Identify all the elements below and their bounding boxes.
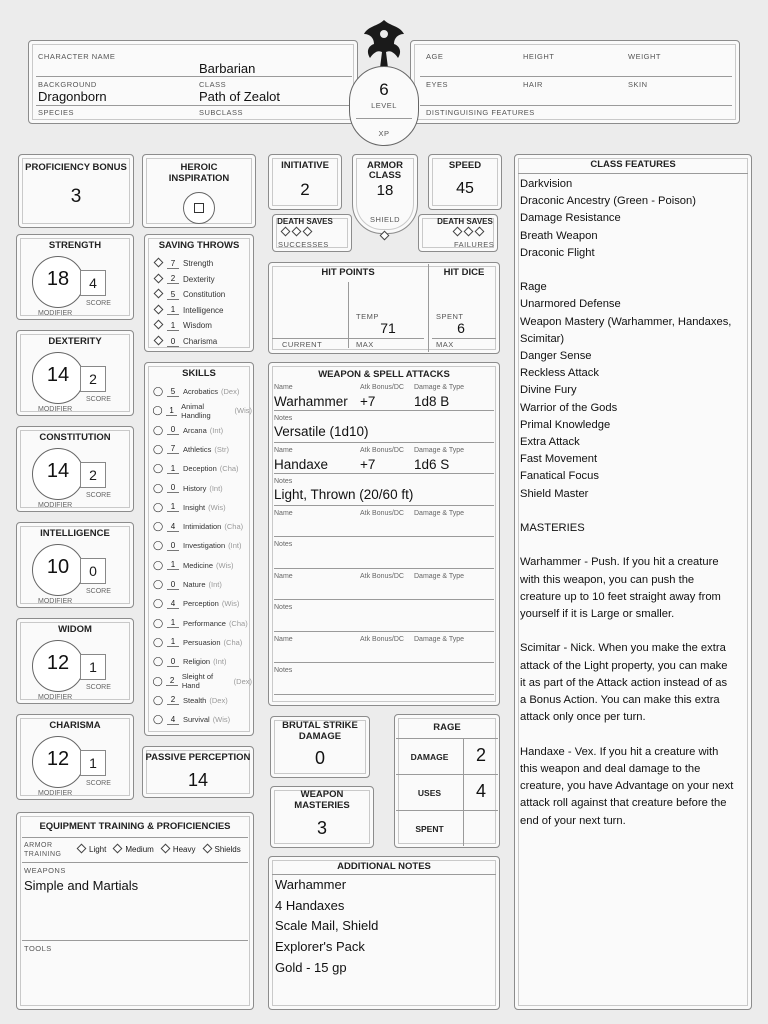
skill-proficiency-icon: ◯ (152, 424, 164, 435)
constitution-score[interactable]: 14 (46, 460, 70, 482)
weapon-masteries-value[interactable]: 3 (316, 818, 327, 838)
attack-name-label: Name (274, 573, 293, 580)
skill-name: Sleight of Hand (181, 672, 214, 690)
light-armor-option[interactable]: Light (78, 845, 106, 854)
attack-entry[interactable] (274, 571, 496, 633)
notes-line[interactable]: Warhammer (275, 877, 347, 892)
skill-row[interactable] (152, 654, 252, 669)
charisma-score-label: SCORE (86, 780, 111, 787)
intelligence-modifier[interactable]: 0 (89, 563, 97, 579)
skill-row[interactable] (152, 674, 252, 689)
skill-ability: (Int) (208, 580, 222, 589)
skill-value: 4 (167, 715, 179, 725)
dexterity-score[interactable]: 14 (46, 364, 70, 386)
saving-throw-value: 0 (167, 337, 179, 347)
skill-name: Performance (183, 618, 226, 628)
skill-ability: (Wis) (221, 599, 240, 609)
attack-damage[interactable]: 1d8 B (414, 394, 450, 409)
saving-throw-name: Wisdom (183, 321, 212, 331)
skill-proficiency-icon: ◯ (152, 386, 164, 396)
hit-points-label: HIT POINTS (321, 267, 375, 278)
attack-name-label: Name (274, 636, 293, 643)
skill-name: Investigation (183, 541, 226, 551)
hit-dice-label: HIT DICE (443, 267, 485, 278)
current-hp-label: CURRENT (282, 340, 323, 349)
rage-label: RAGE (433, 722, 461, 733)
skill-name: Medicine (183, 560, 214, 570)
skill-value: 1 (167, 560, 179, 570)
attack-bonus-label: Atk Bonus/DC (360, 384, 404, 391)
attack-damage-label: Damage & Type (414, 384, 465, 391)
attack-entry[interactable] (274, 445, 496, 507)
skill-ability: (Int) (209, 483, 223, 493)
distinguishing-features-label: DISTINGUISING FEATURES (426, 108, 535, 117)
skill-ability: (Wis) (212, 715, 231, 725)
rage-damage-value[interactable]: 2 (475, 745, 486, 765)
saving-throw-name: Dexterity (183, 274, 215, 284)
subclass-label: SUBCLASS (199, 108, 244, 117)
attack-divider (274, 410, 494, 411)
intelligence-score-label: SCORE (86, 588, 111, 595)
skill-name: Survival (183, 715, 210, 725)
attack-divider (274, 442, 494, 443)
skill-proficiency-icon: ◯ (152, 540, 164, 551)
skill-proficiency-icon: ◯ (152, 579, 164, 589)
death-saves-label: DEATH SAVES (277, 217, 333, 226)
attack-notes[interactable]: Light, Thrown (20/60 ft) (274, 487, 414, 502)
skill-proficiency-icon: ◯ (152, 501, 164, 512)
skill-ability: (Int) (228, 541, 242, 551)
skills-list (152, 384, 252, 730)
death-failure-checks[interactable] (454, 228, 483, 235)
speed-label: SPEED (448, 160, 482, 171)
widom-label: WIDOM (58, 624, 92, 635)
skill-row[interactable] (152, 635, 252, 650)
attack-name[interactable]: Handaxe (274, 457, 329, 472)
proficiency-diamond-icon (152, 321, 164, 330)
temp-hp-value[interactable]: 71 (380, 320, 396, 336)
skill-value: 7 (167, 444, 179, 454)
skill-name: Stealth (183, 695, 207, 705)
attack-damage-label: Damage & Type (414, 447, 465, 454)
skill-value: 1 (167, 618, 179, 628)
skill-value: 2 (166, 676, 177, 686)
eyes-label: EYES (426, 80, 449, 89)
equipment-training-label: EQUIPMENT TRAINING & PROFICIENCIES (39, 821, 231, 832)
skill-name: Arcana (183, 425, 207, 435)
weapons-label: WEAPONS (24, 866, 66, 875)
skill-ability: (Wis) (216, 560, 234, 570)
skill-value: 0 (167, 580, 179, 590)
widom-score-label: SCORE (86, 684, 111, 691)
species-label: SPECIES (38, 108, 75, 117)
skill-value: 2 (167, 695, 179, 705)
skill-ability: (Cha) (224, 522, 244, 532)
constitution-label: CONSTITUTION (39, 432, 111, 443)
class-features-label: CLASS FEATURES (590, 159, 676, 170)
armor-training-label: ARMOR (24, 842, 53, 849)
attack-notes-label: Notes (274, 478, 293, 485)
age-label: AGE (426, 52, 444, 61)
class-value[interactable]: Barbarian (199, 61, 256, 76)
hit-dice-max-label: MAX (436, 340, 454, 349)
attack-name-label: Name (274, 447, 293, 454)
skill-name: Acrobatics (183, 387, 219, 396)
skill-value: 4 (167, 599, 179, 609)
notes-line[interactable]: Gold - 15 gp (275, 959, 347, 975)
notes-line[interactable]: Explorer's Pack (275, 939, 365, 955)
skill-row[interactable] (152, 712, 252, 727)
intelligence-label: INTELLIGENCE (40, 528, 110, 539)
skill-ability: (Dex) (209, 695, 228, 705)
skill-value: 5 (167, 387, 179, 397)
charisma-modifier[interactable]: 1 (89, 755, 97, 771)
charisma-score[interactable]: 12 (46, 748, 70, 770)
armor-class-value[interactable]: 18 (376, 182, 394, 199)
initiative-label: INITIATIVE (281, 160, 329, 171)
hit-dice-spent-value[interactable]: 6 (457, 320, 465, 336)
attack-notes-label: Notes (274, 667, 293, 674)
skill-row[interactable] (152, 423, 252, 438)
dexterity-label: DEXTERITY (48, 336, 102, 347)
skill-proficiency-icon: ◯ (152, 675, 163, 686)
skill-value: 1 (167, 464, 179, 474)
skill-proficiency-icon: ◯ (152, 482, 164, 493)
skill-ability: (Dex) (233, 676, 252, 686)
saving-throw-row[interactable] (152, 334, 252, 349)
background-value[interactable]: Dragonborn (38, 89, 107, 104)
additional-notes-label: ADDITIONAL NOTES (337, 861, 431, 872)
saving-throw-row[interactable] (152, 256, 252, 271)
shields-option[interactable]: Shields (204, 845, 241, 854)
skill-proficiency-icon: ◯ (152, 656, 164, 667)
rage-uses-value[interactable]: 4 (475, 781, 486, 801)
intelligence-modifier-label: MODIFIER (38, 598, 73, 605)
skill-name: Intimidation (183, 522, 222, 532)
attack-bonus-label: Atk Bonus/DC (360, 573, 404, 580)
skill-name: Persuasion (183, 637, 221, 647)
charisma-modifier-label: MODIFIER (38, 790, 73, 797)
skill-name: History (183, 483, 207, 493)
attack-bonus-label: Atk Bonus/DC (360, 636, 404, 643)
saving-throw-row[interactable] (152, 272, 252, 287)
skill-name: Insight (183, 502, 206, 512)
attack-entry[interactable] (274, 382, 496, 444)
attack-damage[interactable]: 1d6 S (414, 457, 450, 472)
notes-line[interactable]: 4 Handaxes (275, 897, 345, 913)
saving-throw-value: 7 (167, 259, 179, 269)
skill-row[interactable] (152, 596, 252, 611)
temp-hp-label: TEMP (356, 312, 379, 321)
saving-throw-value: 1 (167, 305, 179, 315)
skill-proficiency-icon: ◯ (152, 617, 164, 628)
proficiency-diamond-icon (152, 306, 164, 315)
masteries-label: MASTERIES (294, 800, 350, 811)
skill-proficiency-icon: ◯ (152, 463, 164, 474)
weapon-spell-attacks-label: WEAPON & SPELL ATTACKS (318, 369, 450, 380)
strength-modifier-label: MODIFIER (38, 310, 73, 317)
successes-label: SUCCESSES (278, 240, 329, 249)
saving-throw-row[interactable] (152, 287, 252, 302)
skill-value: 0 (167, 657, 179, 667)
skill-ability: (Wis) (234, 406, 252, 416)
attack-damage-label: Damage & Type (414, 636, 465, 643)
skill-proficiency-icon: ◯ (152, 443, 164, 454)
skill-row[interactable] (152, 577, 252, 592)
dexterity-modifier[interactable]: 2 (89, 371, 97, 387)
skill-row[interactable] (152, 481, 252, 496)
skill-value: 4 (167, 522, 179, 532)
skill-row[interactable] (152, 558, 252, 573)
attack-entry[interactable] (274, 508, 496, 570)
saving-throw-value: 2 (167, 274, 179, 284)
armor-training-options (78, 845, 241, 854)
skill-value: 1 (166, 406, 177, 416)
saving-throw-row[interactable] (152, 303, 252, 318)
attack-bonus-label: Atk Bonus/DC (360, 510, 404, 517)
attack-name[interactable]: Warhammer (274, 394, 348, 409)
character-name-label: CHARACTER NAME (38, 52, 116, 61)
skill-ability: (Cha) (223, 637, 243, 647)
skill-row[interactable] (152, 461, 252, 476)
dexterity-score-label: SCORE (86, 396, 111, 403)
attack-notes-label: Notes (274, 415, 293, 422)
skill-ability: (Dex) (221, 387, 240, 396)
constitution-score-label: SCORE (86, 492, 111, 499)
weapons-proficiencies[interactable]: Simple and Martials (24, 878, 139, 893)
skills-label: SKILLS (182, 368, 216, 379)
hit-dice-spent-label: SPENT (436, 312, 464, 321)
initiative-value[interactable]: 2 (300, 180, 310, 199)
armor-label: ARMOR (367, 160, 403, 171)
constitution-modifier-label: MODIFIER (38, 502, 73, 509)
attack-entry[interactable] (274, 634, 496, 696)
attack-notes-label: Notes (274, 541, 293, 548)
skill-row[interactable] (152, 519, 252, 534)
proficiency-diamond-icon (152, 290, 164, 299)
xp-label: XP (378, 129, 390, 138)
saving-throw-row[interactable] (152, 318, 252, 333)
attack-divider (274, 662, 494, 663)
skill-proficiency-icon: ◯ (152, 559, 164, 570)
skill-value: 0 (167, 483, 179, 493)
attack-damage-label: Damage & Type (414, 510, 465, 517)
charisma-label: CHARISMA (49, 720, 101, 731)
notes-line[interactable]: Scale Mail, Shield (275, 918, 379, 934)
rage-uses-label: USES (417, 788, 442, 798)
passive-perception-label: PASSIVE PERCEPTION (145, 752, 251, 763)
heroic-label: HEROIC (180, 162, 218, 173)
character-name-field[interactable] (38, 62, 188, 76)
brutal-strike-value[interactable]: 0 (314, 748, 325, 768)
attack-divider (274, 631, 494, 632)
skill-proficiency-icon: ◯ (152, 714, 164, 725)
saving-throw-name: Constitution (183, 290, 226, 300)
subclass-value[interactable]: Path of Zealot (199, 89, 280, 104)
inspiration-checkbox-icon (194, 203, 204, 213)
skill-name: Perception (183, 599, 219, 609)
skill-value: 1 (167, 637, 179, 647)
skill-value: 0 (167, 425, 179, 435)
skill-row[interactable] (152, 538, 252, 553)
skill-ability: (Cha) (219, 464, 239, 474)
armor-training-label-2: TRAINING (24, 851, 62, 858)
background-label: BACKGROUND (38, 80, 97, 89)
strength-modifier[interactable]: 4 (89, 275, 97, 291)
attacks-list (274, 382, 496, 702)
hair-label: HAIR (523, 80, 543, 89)
tools-label: TOOLS (24, 944, 52, 953)
skill-ability: (Cha) (228, 618, 248, 628)
height-label: HEIGHT (523, 52, 555, 61)
saving-throws-label: SAVING THROWS (158, 240, 240, 251)
widom-modifier-label: MODIFIER (38, 694, 73, 701)
attack-divider (274, 568, 494, 569)
skill-name: Nature (183, 580, 206, 589)
saving-throw-name: Charisma (183, 337, 218, 346)
intelligence-score[interactable]: 10 (46, 556, 70, 578)
proficiency-diamond-icon (152, 275, 164, 284)
death-success-checks[interactable] (282, 228, 311, 235)
skill-ability: (Wis) (208, 502, 226, 512)
proficiency-bonus-label: PROFICIENCY BONUS (25, 162, 127, 173)
skill-row[interactable] (152, 693, 252, 708)
medium-armor-option[interactable]: Medium (114, 845, 153, 854)
skill-proficiency-icon: ◯ (152, 521, 164, 532)
skill-row[interactable] (152, 500, 252, 515)
proficiency-diamond-icon (152, 337, 164, 346)
widom-modifier[interactable]: 1 (89, 659, 97, 675)
saving-throw-value: 1 (167, 321, 179, 331)
skill-value: 0 (167, 541, 179, 551)
attack-name-label: Name (274, 384, 293, 391)
rage-spent-label: SPENT (415, 824, 444, 834)
attack-divider (274, 599, 494, 600)
attack-divider (274, 536, 494, 537)
attack-damage-label: Damage & Type (414, 573, 465, 580)
brutal-damage-label: DAMAGE (298, 731, 342, 742)
rage-damage-label: DAMAGE (410, 752, 449, 762)
proficiency-bonus-value[interactable]: 3 (70, 186, 82, 207)
attack-divider (274, 473, 494, 474)
additional-notes-list[interactable] (275, 875, 495, 979)
speed-value[interactable]: 45 (456, 180, 474, 197)
max-hp-label: MAX (356, 340, 374, 349)
weapon-label: WEAPON (300, 789, 344, 800)
weight-label: WEIGHT (628, 52, 661, 61)
failures-label: FAILURES (454, 240, 495, 249)
constitution-modifier[interactable]: 2 (89, 467, 97, 483)
skill-proficiency-icon: ◯ (152, 636, 164, 647)
skill-row[interactable] (152, 616, 252, 631)
skill-row[interactable] (152, 403, 252, 418)
skill-proficiency-icon: ◯ (152, 405, 163, 416)
skill-proficiency-icon: ◯ (152, 598, 164, 609)
saving-throws-list (152, 256, 252, 348)
attack-bonus-label: Atk Bonus/DC (360, 447, 404, 454)
saving-throw-value: 5 (167, 290, 179, 300)
attack-name-label: Name (274, 510, 293, 517)
attack-divider (274, 505, 494, 506)
brutal-strike-label: BRUTAL STRIKE (282, 720, 358, 731)
dexterity-modifier-label: MODIFIER (38, 406, 73, 413)
skill-row[interactable] (152, 384, 252, 399)
skin-label: SKIN (628, 80, 648, 89)
proficiency-diamond-icon (152, 259, 164, 268)
strength-score[interactable]: 18 (46, 268, 70, 290)
skill-name: Animal Handling (181, 401, 211, 420)
dragon-emblem-icon (358, 16, 410, 72)
skill-name: Religion (183, 657, 211, 667)
skill-name: Athletics (183, 444, 212, 454)
saving-throw-name: Strength (183, 259, 214, 268)
widom-score[interactable]: 12 (46, 652, 70, 674)
class-label: CLASS (199, 80, 227, 89)
strength-score-label: SCORE (86, 300, 111, 307)
skill-name: Deception (183, 464, 217, 474)
class-features-text[interactable]: Darkvision Draconic Ancestry (Green - Poison) Damage Resistance Breath Weapon Draconic Flight Rage Unarmored Defense Weapon Mastery (Warhammer, Handaxes, Scimitar) Danger Sense Reckless Attack Divine Fury Warrior of the Gods Primal Knowledge Extra Attack Fast Movement Fanatical Focus Shield Master MASTERIES Warhammer - Push. If you hit a creature with this weapon, you can push the creature up to 10 feet straight away from yourself if it is Large or smaller. Scimitar - Nick. When you make the extra attack of the Light property, you can make it as part of the Attack action instead of as a Bonus Action. You can make this extra attack only once per turn. Handaxe - Vex. If you hit a creature with this weapon and deal damage to the creature, you have Advantage on your next attack roll against that creature before the end of your next turn. (520, 178, 734, 827)
skill-ability: (Int) (209, 425, 224, 435)
class-label-ac: CLASS (368, 170, 402, 181)
skill-proficiency-icon: ◯ (152, 694, 164, 705)
attack-notes[interactable]: Versatile (1d10) (274, 424, 369, 439)
level-label: LEVEL (371, 101, 397, 110)
attack-notes-label: Notes (274, 604, 293, 611)
skill-value: 1 (167, 502, 179, 512)
skill-row[interactable] (152, 442, 252, 457)
passive-perception-value[interactable]: 14 (187, 770, 209, 790)
attack-bonus[interactable]: +7 (360, 457, 376, 472)
shield-label: SHIELD (369, 215, 401, 224)
inspiration-label: INSPIRATION (168, 173, 230, 184)
shield-checkbox[interactable] (381, 226, 388, 244)
death-saves-label-2: DEATH SAVES (437, 217, 493, 226)
skill-ability: (Int) (213, 657, 227, 667)
strength-label: STRENGTH (48, 240, 102, 251)
attack-divider (274, 694, 494, 695)
level-value[interactable]: 6 (379, 80, 389, 99)
attack-bonus[interactable]: +7 (360, 394, 376, 409)
heavy-armor-option[interactable]: Heavy (162, 845, 196, 854)
saving-throw-name: Intelligence (183, 305, 224, 315)
skill-ability: (Str) (214, 444, 229, 454)
